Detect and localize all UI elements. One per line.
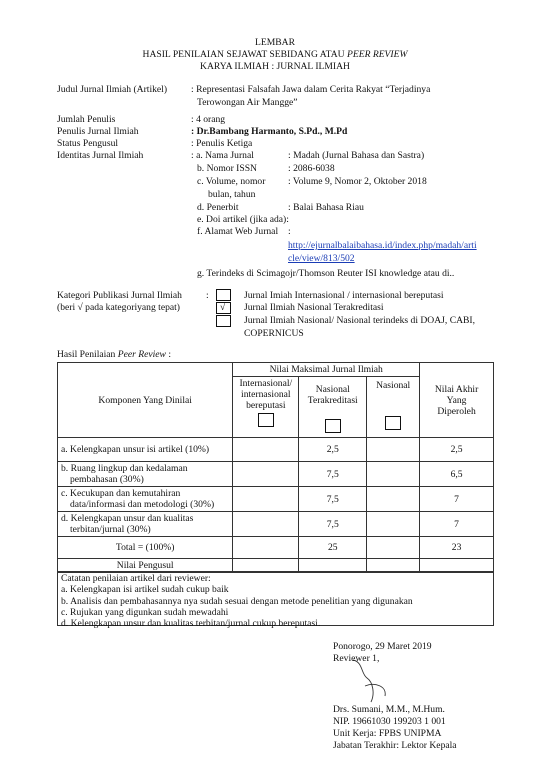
- row-d-intl: [233, 512, 299, 537]
- total-nas: [367, 537, 420, 559]
- doc-title-line3: KARYA ILMIAH : JURNAL ILMIAH: [200, 61, 350, 72]
- col-nilai-maks-header: Nilai Maksimal Jurnal Ilmiah: [233, 363, 420, 377]
- total-max: 25: [299, 537, 367, 559]
- catatan-d: d. Kelengkapan unsur dan kualitas terbitan/jurnal cukup bereputasi.: [61, 618, 321, 630]
- row-c-line1: c. Kecukupan dan kemutahiran: [61, 488, 181, 500]
- sign-name: Drs. Sumani, M.M., M.Hum.: [333, 704, 445, 715]
- row-b-intl: [233, 462, 299, 487]
- catatan-title: Catatan penilaian artikel dari reviewer:: [61, 573, 211, 584]
- row-c-intl: [233, 487, 299, 512]
- row-a-intl: [233, 438, 299, 462]
- hasil-title-prefix: Hasil Penilaian: [57, 349, 118, 360]
- catatan-b: b. Analisis dan pembahasannya nya sudah sesuai dengan metode penelitian yang digunakan: [61, 595, 413, 607]
- row-c-nas: [367, 487, 420, 512]
- kategori-checkbox-intl[interactable]: [216, 289, 231, 301]
- journal-url-line1[interactable]: http://ejurnalbalaibahasa.id/index.php/madah/arti: [288, 240, 477, 251]
- issn-label: b. Nomor ISSN: [197, 163, 257, 174]
- table-header-row-1: [58, 363, 494, 377]
- penerbit-label: d. Penerbit: [197, 202, 239, 213]
- pengusul-label: Nilai Pengusul: [58, 559, 233, 573]
- nama-jurnal-value: : Madah (Jurnal Bahasa dan Sastra): [288, 150, 425, 161]
- col-akhir-line2: Yang: [446, 394, 467, 406]
- col-intl-line3: bereputasi: [246, 400, 286, 412]
- catatan-a: a. Kelengkapan isi artikel sudah cukup baik: [61, 584, 229, 596]
- col-akhir-line3: Diperoleh: [437, 405, 476, 417]
- table-row: [58, 438, 494, 462]
- row-d-max: 7,5: [299, 512, 367, 537]
- total-label: Total = (100%): [58, 537, 233, 559]
- nas-checkbox[interactable]: [385, 416, 401, 430]
- row-b-max: 7,5: [299, 462, 367, 487]
- kategori-checkbox-nasional[interactable]: [216, 315, 231, 327]
- row-b-line1: b. Ruang lingkup dan kedalaman: [61, 463, 188, 475]
- hasil-title-suffix: :: [165, 349, 172, 360]
- intl-checkbox[interactable]: [258, 413, 274, 427]
- terindeks-label: g. Terindeks di Scimagojr/Thomson Reuter ISI knowledge atau di..: [197, 268, 455, 279]
- row-c-max: 7,5: [299, 487, 367, 512]
- kategori-option-intl: Jurnal Imiah Internasional / internasional bereputasi: [244, 290, 444, 301]
- row-a-akhir: 2,5: [420, 438, 494, 462]
- volume-label-line1: c. Volume, nomor: [197, 176, 266, 187]
- row-d-nas: [367, 512, 420, 537]
- issn-value: : 2086-6038: [288, 163, 335, 174]
- col-komponen-header: Komponen Yang Dinilai: [58, 363, 233, 438]
- sign-place-date: Ponorogo, 29 Maret 2019: [333, 641, 432, 652]
- row-d-line1: d. Kelengkapan unsur dan kualitas: [61, 513, 194, 525]
- journal-url-line2[interactable]: cle/view/813/502: [288, 253, 355, 264]
- row-b-nas: [367, 462, 420, 487]
- row-a-max: 2,5: [299, 438, 367, 462]
- kategori-option-nasional-line2: COPERNICUS: [244, 328, 304, 339]
- row-b-akhir: 6,5: [420, 462, 494, 487]
- col-nas-akr-line2: Terakreditasi: [307, 395, 358, 407]
- catatan-box: [57, 571, 494, 630]
- jumlah-penulis-value: : 4 orang: [191, 114, 226, 125]
- kategori-hint: (beri √ pada kategoriyang tepat): [57, 302, 180, 313]
- kategori-option-nasional-line1: Jurnal Ilmiah Nasional/ Nasional terindeks di DOAJ, CABI,: [244, 315, 476, 326]
- doc-title-line1: LEMBAR: [255, 37, 295, 48]
- row-c-line2: data/informasi dan metodologi (30%): [70, 499, 215, 511]
- col-nas-akr-header: [299, 377, 367, 438]
- penulis-label: Penulis Jurnal Ilmiah: [57, 126, 139, 137]
- doc-title-line2: [0, 49, 550, 61]
- kategori-colon: :: [206, 290, 209, 301]
- table-row: [58, 487, 494, 512]
- judul-value-line2: Terowongan Air Mangge”: [197, 97, 298, 108]
- row-a-nas: [367, 438, 420, 462]
- table-row: [58, 462, 494, 487]
- row-b-komponen: [58, 462, 233, 487]
- doi-label: e. Doi artikel (jika ada):: [197, 214, 289, 225]
- catatan-c: c. Rujukan yang digunkan sudah mewadahi: [61, 606, 229, 618]
- volume-label-line2: bulan, tahun: [208, 189, 256, 200]
- penerbit-value: : Balai Bahasa Riau: [288, 202, 364, 213]
- jumlah-penulis-label: Jumlah Penulis: [57, 114, 116, 125]
- row-a-komponen: a. Kelengkapan unsur isi artikel (10%): [58, 438, 233, 462]
- row-b-line2: pembahasan (30%): [70, 474, 144, 486]
- col-intl-line1: Internasional/: [239, 378, 293, 390]
- row-c-akhir: 7: [420, 487, 494, 512]
- col-nas-line1: Nasional: [376, 380, 411, 392]
- doc-title-line2-prefix: HASIL PENILAIAN SEJAWAT SEBIDANG ATAU: [142, 49, 347, 60]
- doc-title-line2-italic: PEER REVIEW: [347, 49, 408, 60]
- table-total-row: [58, 537, 494, 559]
- status-label: Status Pengusul: [57, 138, 119, 149]
- judul-label: Judul Jurnal Ilmiah (Artikel): [57, 84, 168, 95]
- total-intl: [233, 537, 299, 559]
- sign-jabatan: Jabatan Terakhir: Lektor Kepala: [333, 740, 457, 751]
- row-c-komponen: [58, 487, 233, 512]
- sign-role: Reviewer 1,: [333, 653, 380, 664]
- volume-value: : Volume 9, Nomor 2, Oktober 2018: [288, 176, 427, 187]
- judul-value-line1: : Representasi Falsafah Jawa dalam Cerita Rakyat “Terjadinya: [191, 84, 431, 95]
- col-intl-line2: internasional: [241, 389, 291, 401]
- hasil-title: [57, 349, 171, 361]
- sign-unit: Unit Kerja: FPBS UNIPMA: [333, 728, 442, 739]
- penulis-value: : Dr.Bambang Harmanto, S.Pd., M.Pd: [191, 126, 348, 137]
- identitas-label: Identitas Jurnal Ilmiah: [57, 150, 144, 161]
- sign-nip: NIP. 19661030 199203 1 001: [333, 716, 446, 727]
- row-d-komponen: [58, 512, 233, 537]
- row-d-line2: terbitan/jurnal (30%): [70, 524, 151, 536]
- nama-jurnal-label: : a. Nama Jurnal: [191, 150, 254, 161]
- nas-akr-checkbox[interactable]: [325, 419, 341, 433]
- col-akhir-header: [420, 363, 494, 438]
- check-mark-icon: √: [220, 302, 226, 313]
- table-row: [58, 512, 494, 537]
- kategori-label: Kategori Publikasi Jurnal Ilmiah: [57, 290, 182, 301]
- penilaian-table: [57, 362, 494, 573]
- col-nas-header: [367, 377, 420, 438]
- hasil-title-italic: Peer Review: [117, 349, 166, 360]
- web-label: f. Alamat Web Jurnal: [197, 226, 279, 237]
- status-value: : Penulis Ketiga: [191, 138, 253, 149]
- total-akhir: 23: [420, 537, 494, 559]
- web-colon: :: [288, 226, 291, 237]
- row-d-akhir: 7: [420, 512, 494, 537]
- kategori-option-nasional-akreditasi: Jurnal Ilmiah Nasional Terakreditasi: [244, 302, 384, 313]
- col-intl-header: [233, 377, 299, 438]
- col-nas-akr-line1: Nasional: [315, 384, 350, 396]
- col-akhir-line1: Nilai Akhir: [434, 383, 479, 395]
